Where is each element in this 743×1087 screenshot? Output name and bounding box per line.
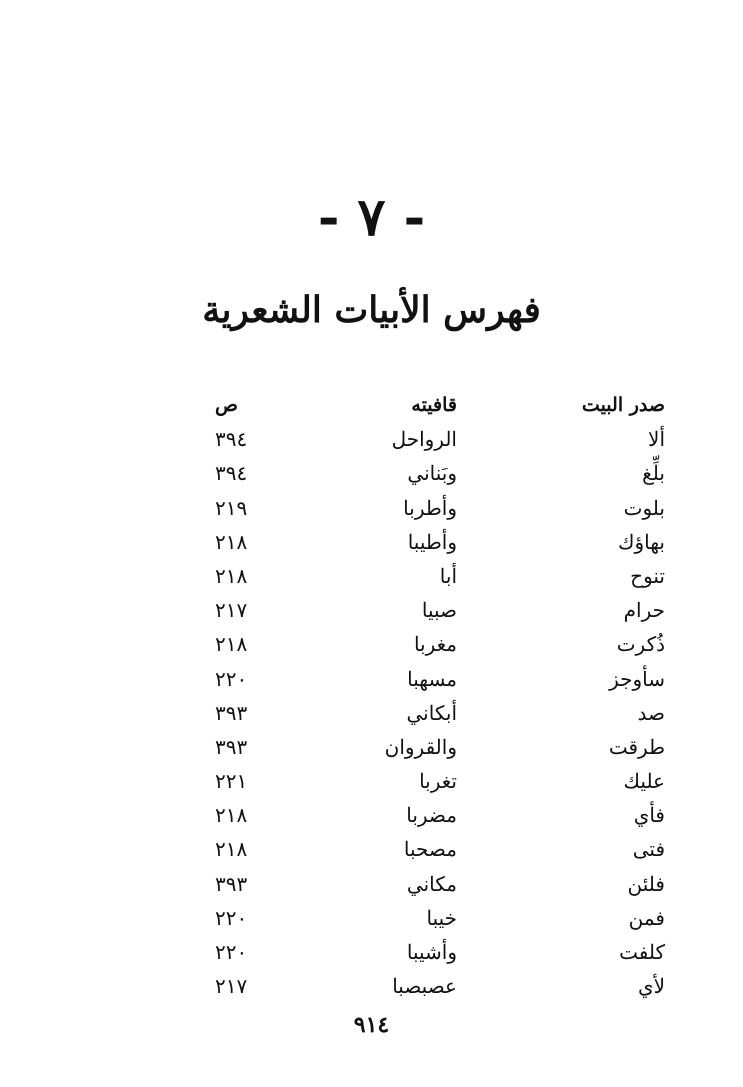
verse-rhyme: مصحبا [403,837,457,862]
verse-page: ٢١٨ [215,803,248,828]
table-row [215,559,665,593]
table-row [215,935,665,969]
table-row [215,798,665,832]
verse-rhyme: أبكاني [406,700,457,725]
verse-rhyme: خيبا [426,905,457,930]
verse-first-words: حرام [623,598,665,623]
verse-page: ٣٩٣ [215,871,248,896]
table-row [215,969,665,1003]
page-number: ٩١٤ [353,1012,390,1038]
verse-first-words: فمن [628,905,665,930]
verse-first-words: بلوت [623,495,665,520]
verse-page: ٣٩٣ [215,734,248,759]
verse-index-table [215,388,665,1003]
verse-rhyme: وأشيبا [406,940,457,964]
table-row [215,456,665,490]
verse-rhyme: والقروان [384,734,457,759]
verse-first-words: فأي [633,803,665,828]
verse-first-words: ألا [648,427,665,452]
verse-page: ٢٢٠ [215,940,248,964]
verse-first-words: عليك [623,769,665,794]
verse-rhyme: عصبصبا [392,974,457,999]
verse-page: ٢٢١ [215,769,248,794]
header-first-words: صدر البيت [581,394,665,416]
verse-first-words: تنوح [630,563,665,588]
verse-page: ٢٢٠ [215,905,248,930]
verse-first-words: فلئن [627,871,665,896]
header-rhyme: قافيته [411,394,457,416]
table-header-row [215,388,665,422]
table-row [215,525,665,559]
verse-rhyme: مغربا [413,632,457,657]
verse-rhyme: وبَناني [407,461,457,486]
table-row [215,832,665,866]
verse-first-words: طرقت [608,734,665,759]
table-row [215,593,665,627]
verse-rhyme: وأطيبا [407,529,457,554]
table-body [215,422,665,1003]
table-row [215,696,665,730]
verse-page: ٢١٩ [215,495,248,520]
table-row [215,662,665,696]
verse-rhyme: وأطربا [403,495,457,520]
table-row [215,730,665,764]
table-row [215,627,665,661]
verse-rhyme: مسهبا [407,666,457,691]
verse-page: ٢١٨ [215,529,248,554]
header-page: ص [215,394,238,416]
page-title: فهرس الأبيات الشعرية [202,289,541,331]
verse-first-words: كلفت [619,940,665,964]
verse-rhyme: مكاني [406,871,457,896]
chapter-number: - ٧ - [317,187,426,248]
verse-rhyme: صبيا [421,598,457,623]
verse-first-words: سأوجز [609,666,665,691]
verse-rhyme: الرواحل [391,427,457,452]
verse-first-words: بهاؤك [617,529,665,554]
table-row [215,422,665,456]
table-row [215,764,665,798]
verse-page: ٢١٧ [215,598,248,623]
verse-page: ٣٩٣ [215,700,248,725]
table-row [215,491,665,525]
table-row [215,867,665,901]
verse-rhyme: أبا [439,563,457,588]
verse-first-words: ذُكرت [616,632,665,657]
verse-page: ٢١٨ [215,632,248,657]
verse-first-words: فتى [632,837,665,862]
verse-page: ٢٢٠ [215,666,248,691]
verse-page: ٣٩٤ [215,461,248,486]
verse-page: ٣٩٤ [215,427,248,452]
verse-page: ٢١٨ [215,563,248,588]
verse-page: ٢١٧ [215,974,248,999]
table-row [215,901,665,935]
verse-first-words: لأي [637,974,665,999]
verse-page: ٢١٨ [215,837,248,862]
verse-rhyme: تغربا [419,769,457,794]
verse-first-words: صد [637,700,665,725]
verse-first-words: بلِّغ [642,461,665,486]
verse-rhyme: مضربا [406,803,457,828]
